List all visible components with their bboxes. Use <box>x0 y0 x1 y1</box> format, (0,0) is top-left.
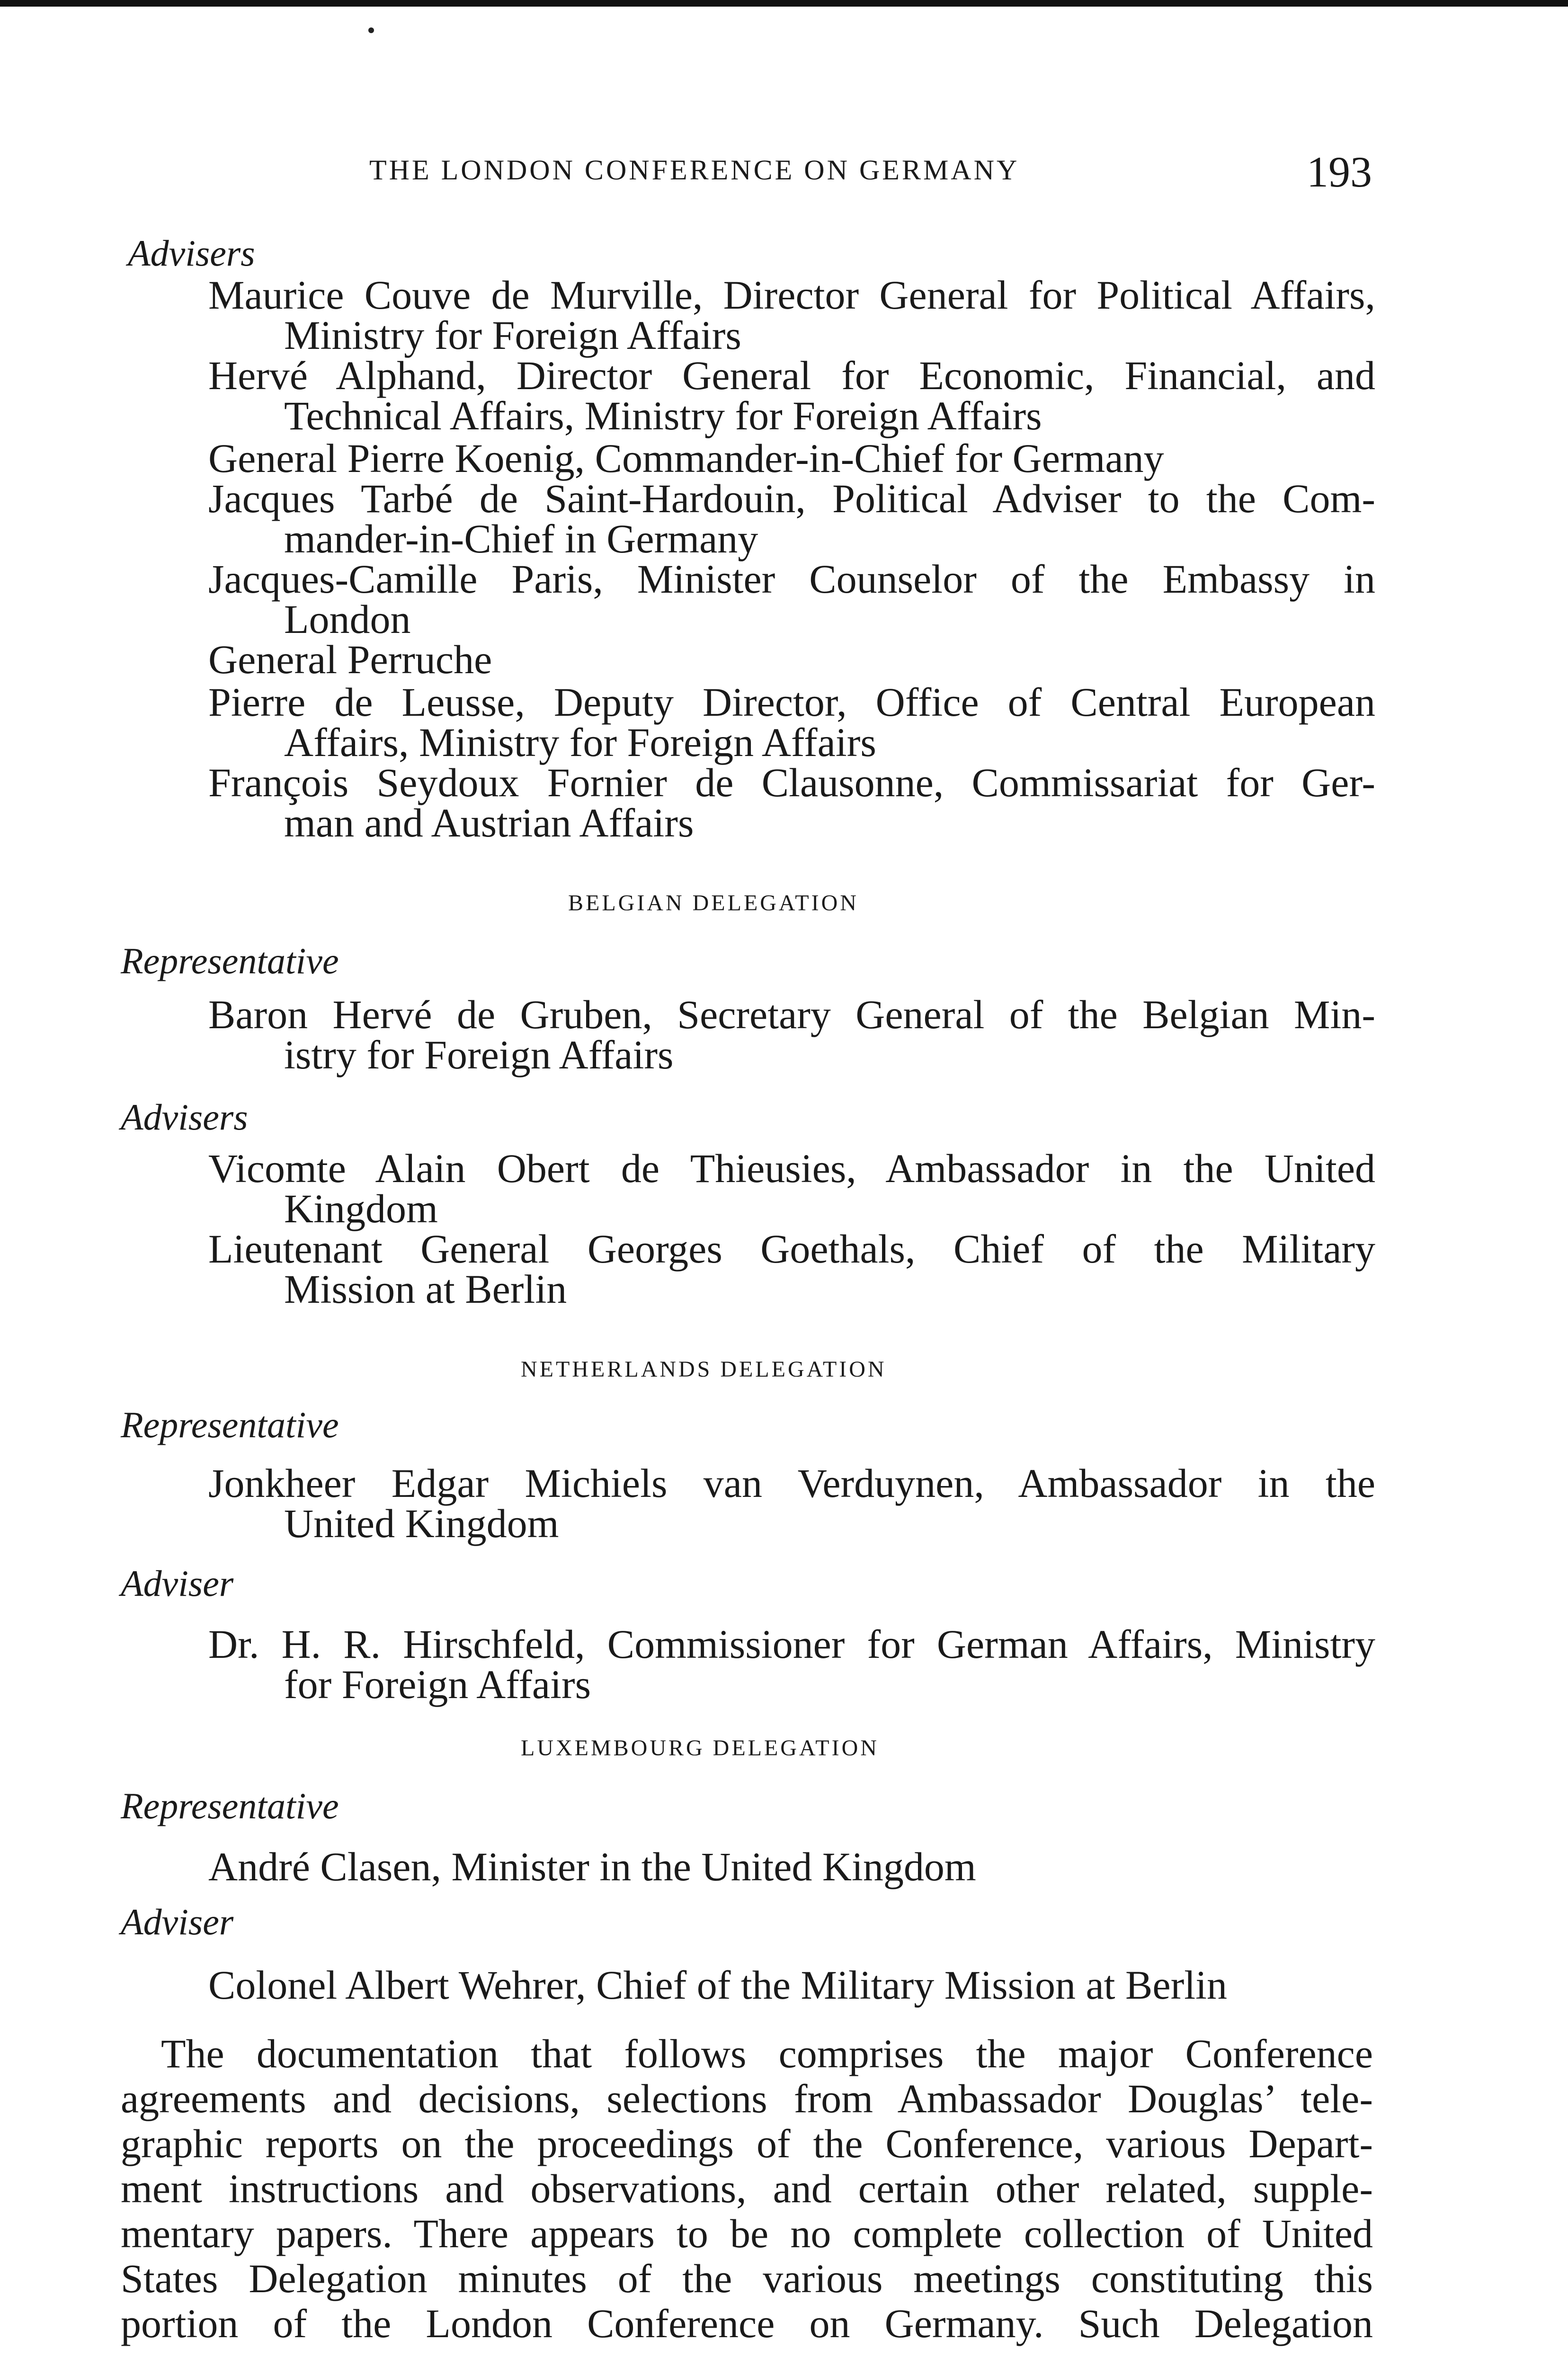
paragraph-line: portion of the London Conference on Germany. Such Delegation <box>121 2301 1373 2346</box>
adviser-heading: Adviser <box>121 1901 234 1942</box>
adviser-line: Affairs, Ministry for Foreign Affairs <box>284 720 876 765</box>
section-title-luxembourg: LUXEMBOURG DELEGATION <box>521 1735 879 1761</box>
adviser-line: Hervé Alphand, Director General for Economic, Financial, and <box>208 353 1375 398</box>
adviser-line: François Seydoux Fornier de Clausonne, Commissariat for Ger- <box>208 760 1375 805</box>
adviser-line: Ministry for Foreign Affairs <box>284 312 741 358</box>
adviser-heading: Adviser <box>121 1563 234 1604</box>
adviser-line: General Perruche <box>208 637 492 682</box>
representative-line: Jonkheer Edgar Michiels van Verduynen, Ambassador in the <box>208 1460 1375 1506</box>
section-title-netherlands: NETHERLANDS DELEGATION <box>521 1357 887 1382</box>
adviser-line: Colonel Albert Wehrer, Chief of the Military Mission at Berlin <box>208 1962 1228 2008</box>
adviser-line: Mission at Berlin <box>284 1266 567 1312</box>
page-number: 193 <box>1307 148 1372 196</box>
adviser-line: mander-in-Chief in Germany <box>284 516 758 561</box>
paragraph-line: ment instructions and observations, and certain other related, supple- <box>121 2166 1373 2211</box>
running-head: THE LONDON CONFERENCE ON GERMANY <box>369 154 1020 186</box>
adviser-line: London <box>284 596 411 642</box>
paragraph-line: graphic reports on the proceedings of the Conference, various Depart- <box>121 2121 1373 2166</box>
representative-heading: Representative <box>121 1404 339 1445</box>
advisers-heading: Advisers <box>121 1096 248 1138</box>
representative-line: istry for Foreign Affairs <box>284 1032 674 1077</box>
adviser-line: Technical Affairs, Ministry for Foreign Affairs <box>284 393 1042 438</box>
representative-heading: Representative <box>121 940 339 981</box>
adviser-line: Kingdom <box>284 1186 438 1231</box>
adviser-line: Jacques Tarbé de Saint-Hardouin, Political Adviser to the Com- <box>208 476 1375 521</box>
adviser-line: Vicomte Alain Obert de Thieusies, Ambassador in the United <box>208 1146 1375 1191</box>
paragraph-line: agreements and decisions, selections from Ambassador Douglas’ tele- <box>121 2076 1373 2121</box>
paragraph-line: mentary papers. There appears to be no complete collection of United <box>121 2211 1373 2256</box>
paragraph-line: The documentation that follows comprises the major Conference <box>161 2031 1373 2076</box>
representative-line: Baron Hervé de Gruben, Secretary General of the Belgian Min- <box>208 992 1375 1037</box>
adviser-line: man and Austrian Affairs <box>284 800 694 845</box>
adviser-line: Maurice Couve de Murville, Director General for Political Affairs, <box>208 272 1375 318</box>
representative-heading: Representative <box>121 1785 339 1826</box>
ink-dot <box>368 27 374 33</box>
adviser-line: Lieutenant General Georges Goethals, Chief of the Military <box>208 1226 1375 1272</box>
representative-line: United Kingdom <box>284 1501 559 1546</box>
adviser-line: for Foreign Affairs <box>284 1662 591 1707</box>
adviser-line: Jacques-Camille Paris, Minister Counselor of the Embassy in <box>208 556 1375 602</box>
adviser-line: Dr. H. R. Hirschfeld, Commissioner for German Affairs, Ministry <box>208 1621 1375 1667</box>
advisers-heading: Advisers <box>128 232 255 274</box>
adviser-line: Pierre de Leusse, Deputy Director, Office of Central European <box>208 679 1375 725</box>
adviser-line: General Pierre Koenig, Commander-in-Chief for Germany <box>208 436 1164 481</box>
paragraph-line: States Delegation minutes of the various meetings constituting this <box>121 2256 1373 2301</box>
representative-line: André Clasen, Minister in the United Kingdom <box>208 1844 976 1889</box>
top-border <box>0 0 1568 7</box>
section-title-belgian: BELGIAN DELEGATION <box>568 890 859 916</box>
